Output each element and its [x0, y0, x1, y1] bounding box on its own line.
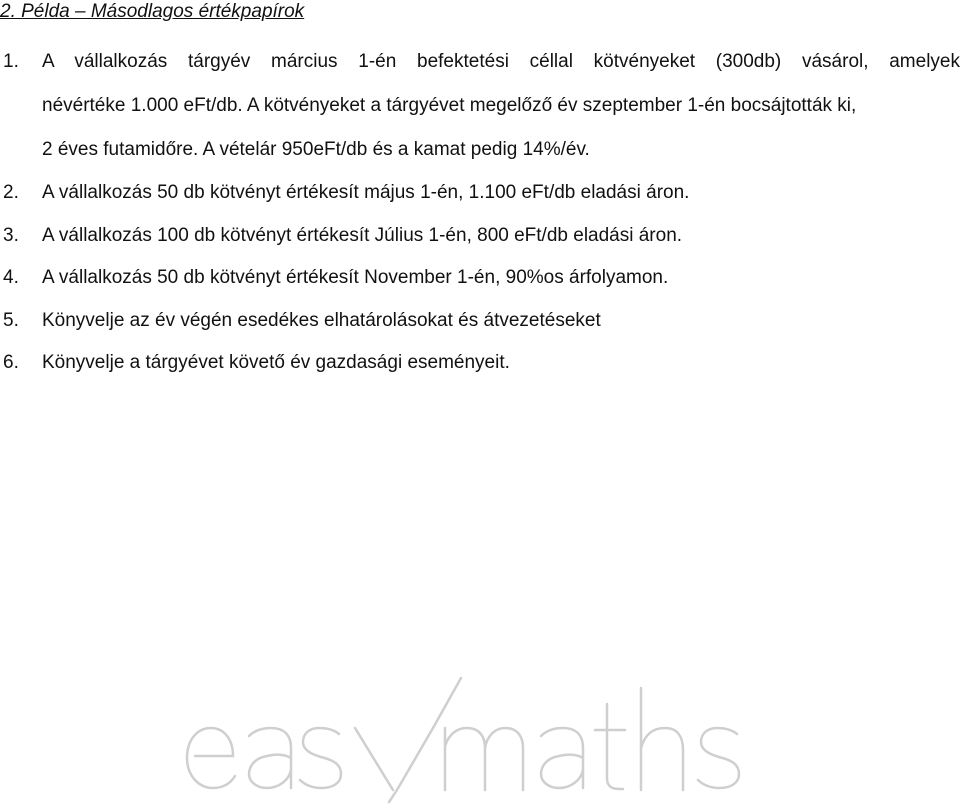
list-item-number: 5.: [3, 310, 19, 331]
list-item-number: 2.: [3, 182, 19, 203]
page-title: 2. Példa – Másodlagos értékpapírok: [0, 1, 305, 22]
list-item-number: 4.: [3, 267, 19, 288]
list-item-number: 6.: [3, 352, 19, 373]
list-item-text: A vállalkozás tárgyév március 1-én befektetési céllal kötvényeket (300db) vásárol, amelyek: [42, 51, 960, 72]
easymaths-logo-icon: [175, 668, 775, 804]
list-item-number: 3.: [3, 225, 19, 246]
list-item-text: A vállalkozás 50 db kötvényt értékesít November 1-én, 90%os árfolyamon.: [42, 267, 669, 288]
list-item-text: Könyvelje a tárgyévet követő év gazdasági eseményeit.: [42, 352, 510, 373]
list-item-text: A vállalkozás 100 db kötvényt értékesít Július 1-én, 800 eFt/db eladási áron.: [42, 225, 683, 246]
easymaths-logo: [175, 668, 775, 804]
list-item-text: A vállalkozás 50 db kötvényt értékesít május 1-én, 1.100 eFt/db eladási áron.: [42, 182, 690, 203]
list-item-text-continuation: névértéke 1.000 eFt/db. A kötvényeket a tárgyévet megelőző év szeptember 1-én bocsájtották ki,: [42, 95, 857, 116]
list-item-number: 1.: [3, 51, 19, 72]
list-item-text-continuation: 2 éves futamidőre. A vételár 950eFt/db és a kamat pedig 14%/év.: [42, 139, 590, 160]
list-item-text: Könyvelje az év végén esedékes elhatárolásokat és átvezetéseket: [42, 310, 601, 331]
